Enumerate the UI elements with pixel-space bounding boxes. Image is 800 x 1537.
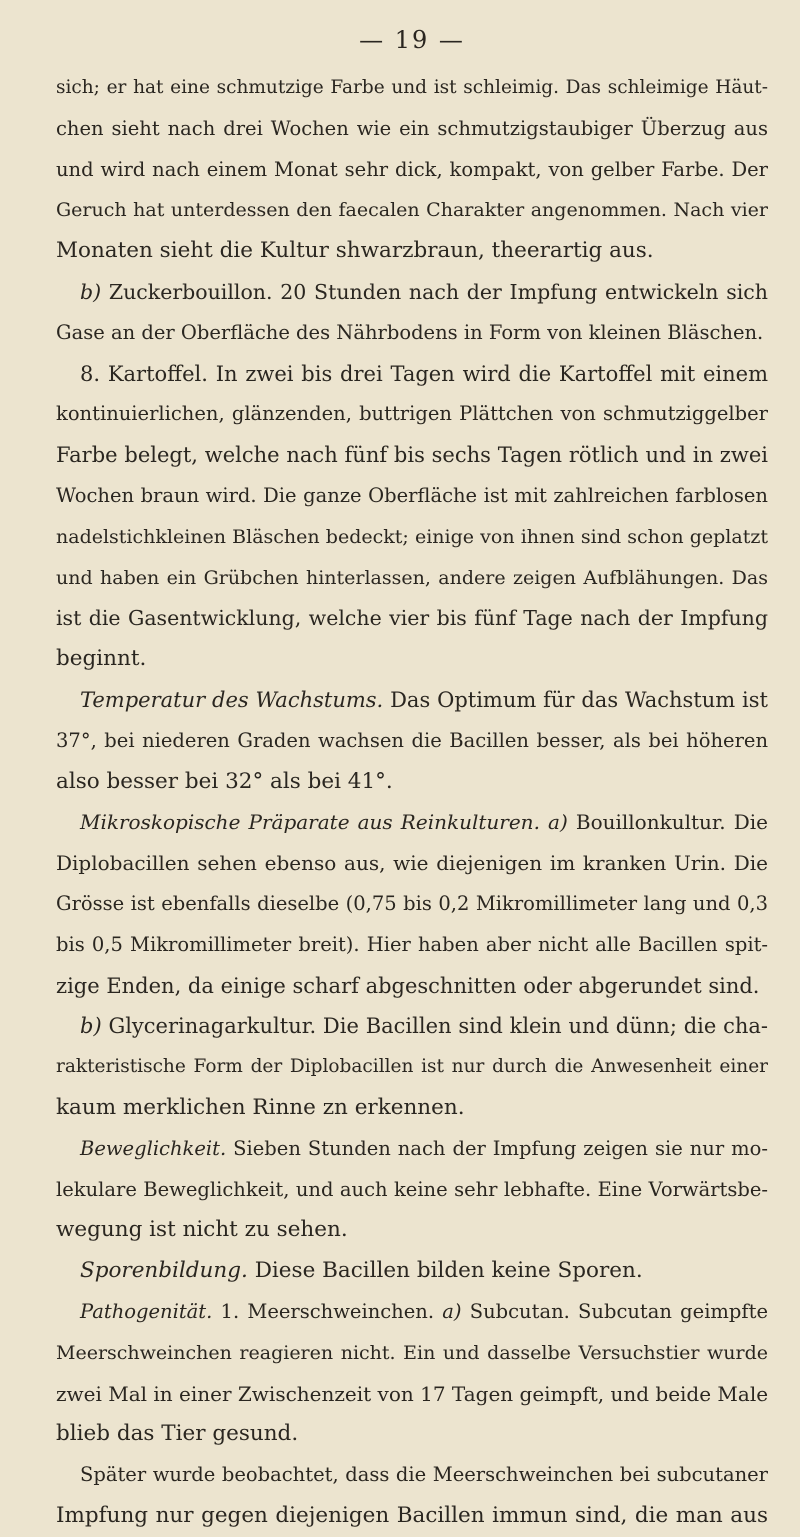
text-line [56, 843, 768, 884]
text-run: Wochen braun wird. Die ganze Oberfläche ist mit zahlreichen farblosen [56, 483, 768, 507]
text-line [56, 1496, 768, 1537]
text-line [56, 680, 768, 721]
text-line [56, 1210, 768, 1251]
text-run: 8. Kartoffel. In zwei bis drei Tagen wird die Kartoffel mit einem [80, 361, 768, 386]
italic-run: Beweglichkeit. [80, 1136, 227, 1160]
text-run: kaum merklichen Rinne zn erkennen. [56, 1094, 465, 1120]
text-line [56, 1455, 768, 1496]
text-line [56, 1129, 768, 1170]
body-text [56, 68, 768, 1537]
text-run: Grösse ist ebenfalls dieselbe (0,75 bis 0,2 Mikromillimeter lang und 0,3 [56, 891, 768, 915]
italic-run: Pathogenität. [80, 1299, 213, 1323]
italic-run: b) [80, 279, 102, 304]
text-line [56, 884, 768, 925]
text-run: lekulare Beweglichkeit, und auch keine sehr lebhafte. Eine Vorwärtsbe- [56, 1177, 768, 1201]
text-run: nadelstichkleinen Bläschen bedeckt; einige von ihnen sind schon geplatzt [56, 525, 768, 548]
text-run: Glycerinagarkultur. Die Bacillen sind klein und dünn; die cha- [101, 1014, 768, 1039]
text-run: sich; er hat eine schmutzige Farbe und ist schleimig. Das schleimige Häut- [56, 77, 768, 98]
text-run: und wird nach einem Monat sehr dick, kompakt, von gelber Farbe. Der [56, 157, 768, 181]
text-line [56, 966, 768, 1007]
italic-run: Temperatur des Wachstums. [80, 687, 384, 712]
text-run: zwei Mal in einer Zwischenzeit von 17 Tagen geimpft, und beide Male [56, 1381, 769, 1406]
text-line [56, 598, 768, 639]
text-run: wegung ist nicht zu sehen. [56, 1217, 348, 1243]
text-line [56, 762, 768, 803]
text-run: Das Optimum für das Wachstum ist [383, 687, 768, 712]
text-run: Zuckerbouillon. 20 Stunden nach der Impfung entwickeln sich [101, 279, 768, 304]
text-run: Impfung nur gegen diejenigen Bacillen immun sind, die man aus [56, 1502, 768, 1528]
text-run: also besser bei 32° als bei 41°. [56, 768, 393, 794]
text-run: beginnt. [56, 646, 147, 672]
text-line [56, 1088, 768, 1129]
text-line [56, 1333, 768, 1374]
text-run: und haben ein Grübchen hinterlassen, andere zeigen Aufblähungen. Das [56, 566, 768, 589]
text-line [56, 517, 768, 558]
text-run: bis 0,5 Mikromillimeter breit). Hier haben aber nicht alle Bacillen spit- [56, 932, 768, 956]
text-line [56, 109, 768, 150]
text-line [56, 721, 768, 762]
text-line [56, 1047, 768, 1088]
text-line [56, 558, 768, 599]
text-run: Diplobacillen sehen ebenso aus, wie diejenigen im kranken Urin. Die [56, 851, 768, 876]
text-line [56, 394, 768, 435]
text-line [56, 1292, 768, 1333]
text-run: Meerschweinchen reagieren nicht. Ein und dasselbe Versuchstier wurde [56, 1341, 768, 1364]
text-line [56, 231, 768, 272]
text-run: rakteristische Form der Diplobacillen ist nur durch die Anwesenheit einer [56, 1056, 768, 1078]
text-run: Bouillonkultur. Die [567, 810, 769, 835]
italic-run: a) [442, 1299, 462, 1323]
text-line [56, 272, 768, 313]
text-run: kontinuierlichen, glänzenden, buttrigen Plättchen von schmutziggelber [56, 402, 768, 426]
text-run: 1. Meerschweinchen. [212, 1299, 443, 1323]
text-line [56, 1374, 768, 1415]
text-line [56, 1251, 768, 1292]
text-run: chen sieht nach drei Wochen wie ein schmutzigstaubiger Überzug aus [56, 116, 768, 140]
text-run: Subcutan. Subcutan geimpfte [461, 1299, 768, 1323]
text-line [56, 925, 768, 966]
italic-run: Mikroskopische Präparate aus Reinkulturen. a) [80, 810, 568, 835]
text-run: Geruch hat unterdessen den faecalen Charakter angenommen. Nach vier [56, 199, 768, 222]
text-run: 37°, bei niederen Graden wachsen die Bacillen besser, als bei höheren [56, 728, 768, 752]
text-line [56, 1414, 768, 1455]
text-run: zige Enden, da einige scharf abgeschnitten oder abgerundet sind. [56, 973, 760, 998]
text-run: Später wurde beobachtet, dass die Meerschweinchen bei subcutaner [80, 1463, 768, 1487]
text-run: ist die Gasentwicklung, welche vier bis fünf Tage nach der Impfung [56, 606, 768, 631]
text-run: Farbe belegt, welche nach fünf bis sechs Tagen rötlich und in zwei [56, 443, 768, 468]
text-line [56, 802, 768, 843]
text-run: Diese Bacillen bilden keine Sporen. [247, 1258, 643, 1284]
text-run: Gase an der Oberfläche des Nährbodens in Form von kleinen Bläschen. [56, 320, 764, 344]
text-line [56, 1170, 768, 1211]
text-run: blieb das Tier gesund. [56, 1421, 299, 1447]
text-line [56, 150, 768, 191]
italic-run: Sporenbildung. [80, 1258, 248, 1284]
text-run: Sieben Stunden nach der Impfung zeigen sie nur mo- [226, 1136, 768, 1160]
italic-run: b) [80, 1014, 102, 1039]
text-line [56, 1006, 768, 1047]
text-line [56, 313, 768, 354]
text-line [56, 354, 768, 395]
text-run: Monaten sieht die Kultur shwarzbraun, theerartig aus. [56, 238, 654, 264]
text-line [56, 435, 768, 476]
page-number: — 19 — [359, 26, 465, 54]
text-line [56, 190, 768, 231]
text-line [56, 476, 768, 517]
text-line [56, 68, 768, 109]
text-line [56, 639, 768, 680]
